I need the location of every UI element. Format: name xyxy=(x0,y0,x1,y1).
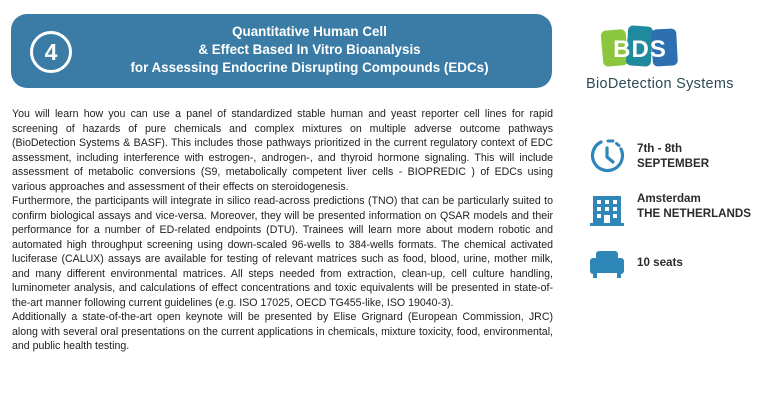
company-logo xyxy=(586,22,761,102)
description-paragraph: Additionally a state-of-the-art open keynote will be presented by Elise Grignard (European Commission, JRC) along with several oral presentations on the current applications in chemicals, mixture toxicity, food, environmental, and public health testing. xyxy=(12,311,553,352)
clock-icon xyxy=(588,137,626,175)
course-description xyxy=(12,107,553,354)
location-city: Amsterdam xyxy=(637,192,701,205)
event-seats xyxy=(588,244,773,282)
course-title-line: & Effect Based In Vitro Bioanalysis xyxy=(198,42,421,57)
course-title-line: Quantitative Human Cell xyxy=(232,24,387,39)
description-paragraph: You will learn how you can use a panel of standardized stable human and yeast reporter cell lines for rapid screening of hazards of pure chemicals and complex mixtures on multiple adverse outcome pathways (BioDetection Systems & BASF). This includes those pathways prioritized in the current regulatory context of EDC assessment, including interference with estrogen-, androgen-, and thyroid hormone signaling. This will include assessment of metabolic conversions (S9, metabolically competent liver cells - BIOPREDIC ) of EDCs using various approaches and assessment of their effects on steroidogenesis. xyxy=(12,108,553,193)
bds-logo-mark xyxy=(600,22,680,74)
course-title xyxy=(81,23,538,77)
logo-caption: BioDetection Systems xyxy=(586,76,734,92)
course-number-badge: 4 xyxy=(30,31,72,73)
location-country: THE NETHERLANDS xyxy=(637,207,752,220)
event-date xyxy=(588,137,773,175)
date-month: SEPTEMBER xyxy=(637,157,710,170)
event-location xyxy=(588,190,773,228)
date-days: 7th - 8th xyxy=(637,142,683,155)
seats-count: 10 seats xyxy=(637,256,683,269)
building-icon xyxy=(588,190,626,228)
logo-letters: BDS xyxy=(613,36,667,63)
course-title-line: for Assessing Endocrine Disrupting Compounds (EDCs) xyxy=(130,60,489,75)
description-paragraph: Furthermore, the participants will integrate in silico read-across predictions (TNO) that can be particularly suited to confirm biological assays and vice-versa. Moreover, they will be presented information on QSAR models and their performance for a number of ED-related endpoints (DTU). Trainees will learn more about modern robotic and automated high throughput screening using down-scaled 96-wells to 384-wells formats. The chemical activated luciferase (CALUX) assays are available for testing of relevant matrices such as food, blood, urine, mother milk, and many different environmental matrices. All steps needed from extraction, clean-up, cell culture handling, luminometer analysis, and calculations of effect concentrations and toxic equivalents will be presented in state-of-the-art manner following current guidelines (e.g. ISO 17025, OECD TG455-like, ISO 19040-3). xyxy=(12,195,553,309)
course-banner xyxy=(11,14,552,88)
sofa-icon xyxy=(588,244,626,282)
